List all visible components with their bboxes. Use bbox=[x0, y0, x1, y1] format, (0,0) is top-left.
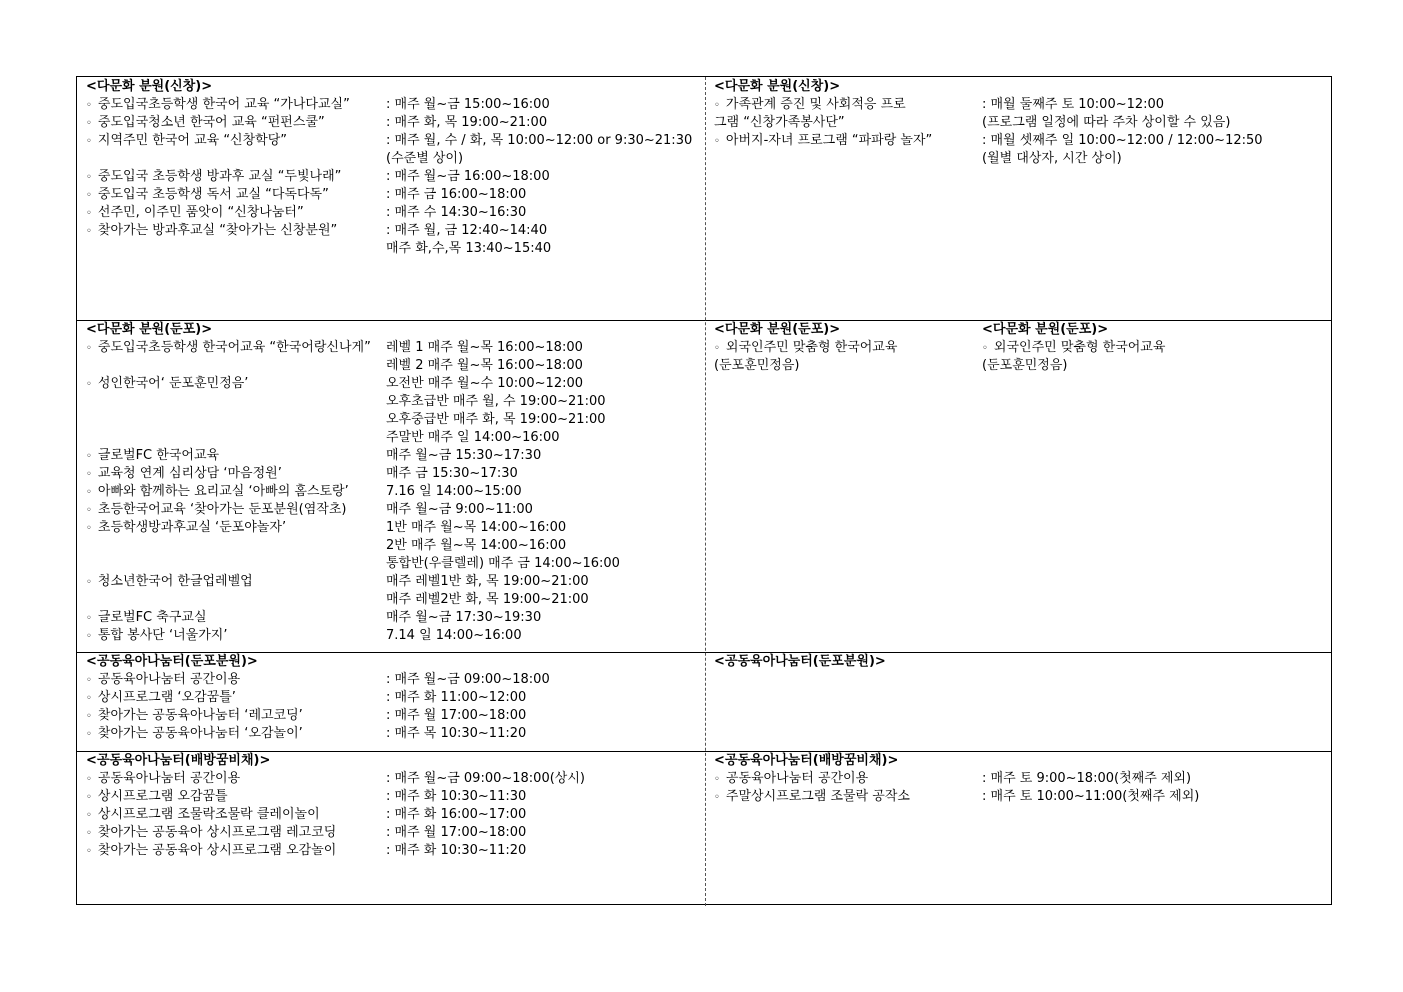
bullet-marker: ◦ bbox=[86, 208, 92, 219]
program-schedule: (월별 대상자, 시간 상이) bbox=[982, 151, 1122, 166]
right-section-1 bbox=[706, 320, 1166, 375]
bullet-marker: ◦ bbox=[86, 172, 92, 183]
program-schedule: (둔포훈민정음) bbox=[982, 358, 1068, 373]
bullet-marker: ◦ bbox=[86, 226, 92, 237]
section-title: <다문화 분원(신창)> bbox=[86, 79, 213, 94]
program-schedule: 매주 월~금 9:00~11:00 bbox=[386, 502, 533, 517]
bullet-marker: ◦ bbox=[86, 846, 92, 857]
program-name: 찾아가는 공동육아나눔터 ‘레고코딩’ bbox=[97, 708, 303, 723]
bullet-marker: ◦ bbox=[86, 505, 92, 516]
program-schedule: : 매주 월 17:00~18:00 bbox=[386, 825, 527, 840]
bullet-marker: ◦ bbox=[86, 469, 92, 480]
program-name: 공동육아나눔터 공간이용 bbox=[97, 771, 241, 786]
program-schedule: (프로그램 일정에 따라 주차 상이할 수 있음) bbox=[982, 115, 1231, 130]
bullet-marker: ◦ bbox=[86, 675, 92, 686]
program-schedule: : 매주 화 10:30~11:30 bbox=[386, 789, 527, 804]
program-name: 찾아가는 공동육아나눔터 ‘오감놀이’ bbox=[97, 726, 303, 741]
program-schedule: : 매주 월~금 09:00~18:00 bbox=[386, 672, 550, 687]
program-schedule: : 매주 월~금 09:00~18:00(상시) bbox=[386, 771, 585, 786]
bullet-marker: ◦ bbox=[86, 810, 92, 821]
program-schedule: : 매월 둘째주 토 10:00~12:00 bbox=[982, 97, 1165, 112]
program-name: 그램 “신창가족봉사단” bbox=[714, 115, 845, 130]
program-schedule: 매주 월~금 17:30~19:30 bbox=[386, 610, 542, 625]
program-schedule: 매주 화,수,목 13:40~15:40 bbox=[386, 241, 552, 256]
program-name: 중도입국초등학생 한국어교육 “한국어랑신나게” bbox=[97, 340, 371, 355]
program-schedule: : 매주 월, 금 12:40~14:40 bbox=[386, 223, 548, 238]
program-schedule: 외국인주민 맞춤형 한국어교육 bbox=[993, 340, 1166, 355]
program-schedule: 오전반 매주 월~수 10:00~12:00 bbox=[386, 376, 584, 391]
program-name: 초등한국어교육 ‘찾아가는 둔포분원(염작초) bbox=[97, 502, 347, 517]
program-name: 선주민, 이주민 품앗이 “신창나눔터” bbox=[97, 205, 304, 220]
section-title: <다문화 분원(신창)> bbox=[714, 79, 841, 94]
section-title: <공동육아나눔터(둔포분원)> bbox=[714, 654, 886, 669]
program-schedule: : 매주 화, 목 19:00~21:00 bbox=[386, 115, 548, 130]
bullet-marker: ◦ bbox=[714, 136, 720, 147]
bullet-marker: ◦ bbox=[714, 774, 720, 785]
program-schedule: 7.16 일 14:00~15:00 bbox=[386, 484, 522, 499]
program-name: 초등학생방과후교실 ‘둔포야놀자’ bbox=[97, 520, 287, 535]
bullet-marker: ◦ bbox=[86, 136, 92, 147]
bullet-marker: ◦ bbox=[714, 343, 720, 354]
left-section-0 bbox=[78, 77, 693, 258]
program-schedule: 1반 매주 월~목 14:00~16:00 bbox=[386, 520, 567, 535]
program-name: 아버지-자녀 프로그램 “파파랑 놀자” bbox=[725, 133, 933, 148]
bullet-marker: ◦ bbox=[86, 451, 92, 462]
bullet-marker: ◦ bbox=[714, 100, 720, 111]
program-schedule: : 매주 화 16:00~17:00 bbox=[386, 807, 527, 822]
program-name: 지역주민 한국어 교육 “신창학당” bbox=[97, 133, 288, 148]
program-name: 상시프로그램 오감꿈틀 bbox=[97, 789, 228, 804]
program-schedule: : 매주 월 17:00~18:00 bbox=[386, 708, 527, 723]
program-schedule: : 매주 수 14:30~16:30 bbox=[386, 205, 527, 220]
program-schedule: : 매주 화 11:00~12:00 bbox=[386, 690, 527, 705]
program-name: 주말상시프로그램 조물락 공작소 bbox=[725, 789, 910, 804]
program-schedule: : 매주 목 10:30~11:20 bbox=[386, 726, 527, 741]
program-schedule: : 매주 월~금 15:00~16:00 bbox=[386, 97, 550, 112]
bullet-marker: ◦ bbox=[714, 792, 720, 803]
program-schedule: 통합반(우클렐레) 매주 금 14:00~16:00 bbox=[386, 556, 620, 571]
program-schedule: : 매주 월, 수 / 화, 목 10:00~12:00 or 9:30~21:30 bbox=[386, 133, 693, 148]
program-schedule: 오후중급반 매주 화, 목 19:00~21:00 bbox=[386, 412, 606, 427]
section-title: <공동육아나눔터(배방꿈비채)> bbox=[714, 753, 899, 768]
program-name: 중도입국청소년 한국어 교육 “펀펀스쿨” bbox=[97, 115, 325, 130]
right-section-0 bbox=[706, 77, 1263, 168]
section-title: <공동육아나눔터(배방꿈비채)> bbox=[86, 753, 271, 768]
program-name: (둔포훈민정음) bbox=[714, 358, 800, 373]
bullet-marker: ◦ bbox=[86, 100, 92, 111]
bullet-marker: ◦ bbox=[86, 613, 92, 624]
program-schedule: (수준별 상이) bbox=[386, 151, 464, 166]
program-name: 상시프로그램 ‘오감꿈틀’ bbox=[97, 690, 236, 705]
program-name: 중도입국초등학생 한국어 교육 “가나다교실” bbox=[97, 97, 350, 112]
program-schedule: : 매월 셋째주 일 10:00~12:00 / 12:00~12:50 bbox=[982, 133, 1263, 148]
bullet-marker: ◦ bbox=[86, 693, 92, 704]
row-divider bbox=[77, 320, 1331, 321]
program-name: 가족관계 증진 및 사회적응 프로 bbox=[725, 97, 906, 112]
bullet-marker: ◦ bbox=[86, 343, 92, 354]
program-schedule: 매주 금 15:30~17:30 bbox=[386, 466, 518, 481]
program-schedule: 오후초급반 매주 월, 수 19:00~21:00 bbox=[386, 394, 606, 409]
program-name: 통합 봉사단 ‘너울가지’ bbox=[97, 628, 228, 643]
bullet-marker: ◦ bbox=[86, 487, 92, 498]
program-schedule: : 매주 토 9:00~18:00(첫째주 제외) bbox=[982, 771, 1192, 786]
program-name: 외국인주민 맞춤형 한국어교육 bbox=[725, 340, 898, 355]
row-divider bbox=[77, 652, 1331, 653]
left-section-3 bbox=[78, 751, 585, 860]
bullet-marker: ◦ bbox=[86, 523, 92, 534]
section-title-secondary: <다문화 분원(둔포)> bbox=[982, 322, 1109, 337]
bullet-marker: ◦ bbox=[86, 711, 92, 722]
program-name: 글로벌FC 축구교실 bbox=[97, 610, 207, 625]
program-name: 아빠와 함께하는 요리교실 ‘아빠의 홈스토랑’ bbox=[97, 484, 349, 499]
program-schedule: 매주 레벨1반 화, 목 19:00~21:00 bbox=[386, 574, 589, 589]
program-name: 상시프로그램 조물락조물락 클레이놀이 bbox=[97, 807, 320, 822]
program-schedule: 레벨 2 매주 월~목 16:00~18:00 bbox=[386, 358, 583, 373]
program-name: 교육청 연계 심리상담 ‘마음정원’ bbox=[97, 466, 282, 481]
bullet-marker: ◦ bbox=[86, 577, 92, 588]
bullet-marker: ◦ bbox=[86, 792, 92, 803]
bullet-marker: ◦ bbox=[86, 828, 92, 839]
section-title: <다문화 분원(둔포)> bbox=[86, 322, 213, 337]
program-name: 공동육아나눔터 공간이용 bbox=[725, 771, 869, 786]
program-name: 찾아가는 방과후교실 “찾아가는 신창분원” bbox=[97, 223, 338, 238]
bullet-marker: ◦ bbox=[86, 774, 92, 785]
bullet-marker: ◦ bbox=[86, 118, 92, 129]
program-name: 중도입국 초등학생 독서 교실 “다독다독” bbox=[97, 187, 329, 202]
program-schedule: : 매주 토 10:00~11:00(첫째주 제외) bbox=[982, 789, 1200, 804]
program-schedule: : 매주 금 16:00~18:00 bbox=[386, 187, 527, 202]
bullet-marker: ◦ bbox=[86, 190, 92, 201]
bullet-marker: ◦ bbox=[982, 343, 988, 354]
section-title: <공동육아나눔터(둔포분원)> bbox=[86, 654, 258, 669]
program-schedule: : 매주 화 10:30~11:20 bbox=[386, 843, 527, 858]
right-section-2 bbox=[706, 652, 886, 671]
bullet-marker: ◦ bbox=[86, 729, 92, 740]
bullet-marker: ◦ bbox=[86, 631, 92, 642]
left-section-1 bbox=[78, 320, 620, 645]
program-schedule: 주말반 매주 일 14:00~16:00 bbox=[386, 430, 560, 445]
program-name: 글로벌FC 한국어교육 bbox=[97, 448, 220, 463]
program-name: 찾아가는 공동육아 상시프로그램 오감놀이 bbox=[97, 843, 337, 858]
right-section-3 bbox=[706, 751, 1200, 806]
bullet-marker: ◦ bbox=[86, 379, 92, 390]
program-schedule: 레벨 1 매주 월~목 16:00~18:00 bbox=[386, 340, 583, 355]
program-schedule: 7.14 일 14:00~16:00 bbox=[386, 628, 522, 643]
program-schedule: 매주 레벨2반 화, 목 19:00~21:00 bbox=[386, 592, 589, 607]
program-schedule: : 매주 월~금 16:00~18:00 bbox=[386, 169, 550, 184]
program-name: 공동육아나눔터 공간이용 bbox=[97, 672, 241, 687]
program-schedule: 2반 매주 월~목 14:00~16:00 bbox=[386, 538, 567, 553]
program-name: 찾아가는 공동육아 상시프로그램 레고코딩 bbox=[97, 825, 337, 840]
program-name: 중도입국 초등학생 방과후 교실 “두빛나래” bbox=[97, 169, 342, 184]
left-section-2 bbox=[78, 652, 550, 743]
section-title: <다문화 분원(둔포)> bbox=[714, 322, 841, 337]
program-name: 청소년한국어 한글업레벨업 bbox=[97, 574, 253, 589]
program-name: 성인한국어‘ 둔포훈민정음’ bbox=[97, 376, 249, 391]
program-schedule: 매주 월~금 15:30~17:30 bbox=[386, 448, 542, 463]
